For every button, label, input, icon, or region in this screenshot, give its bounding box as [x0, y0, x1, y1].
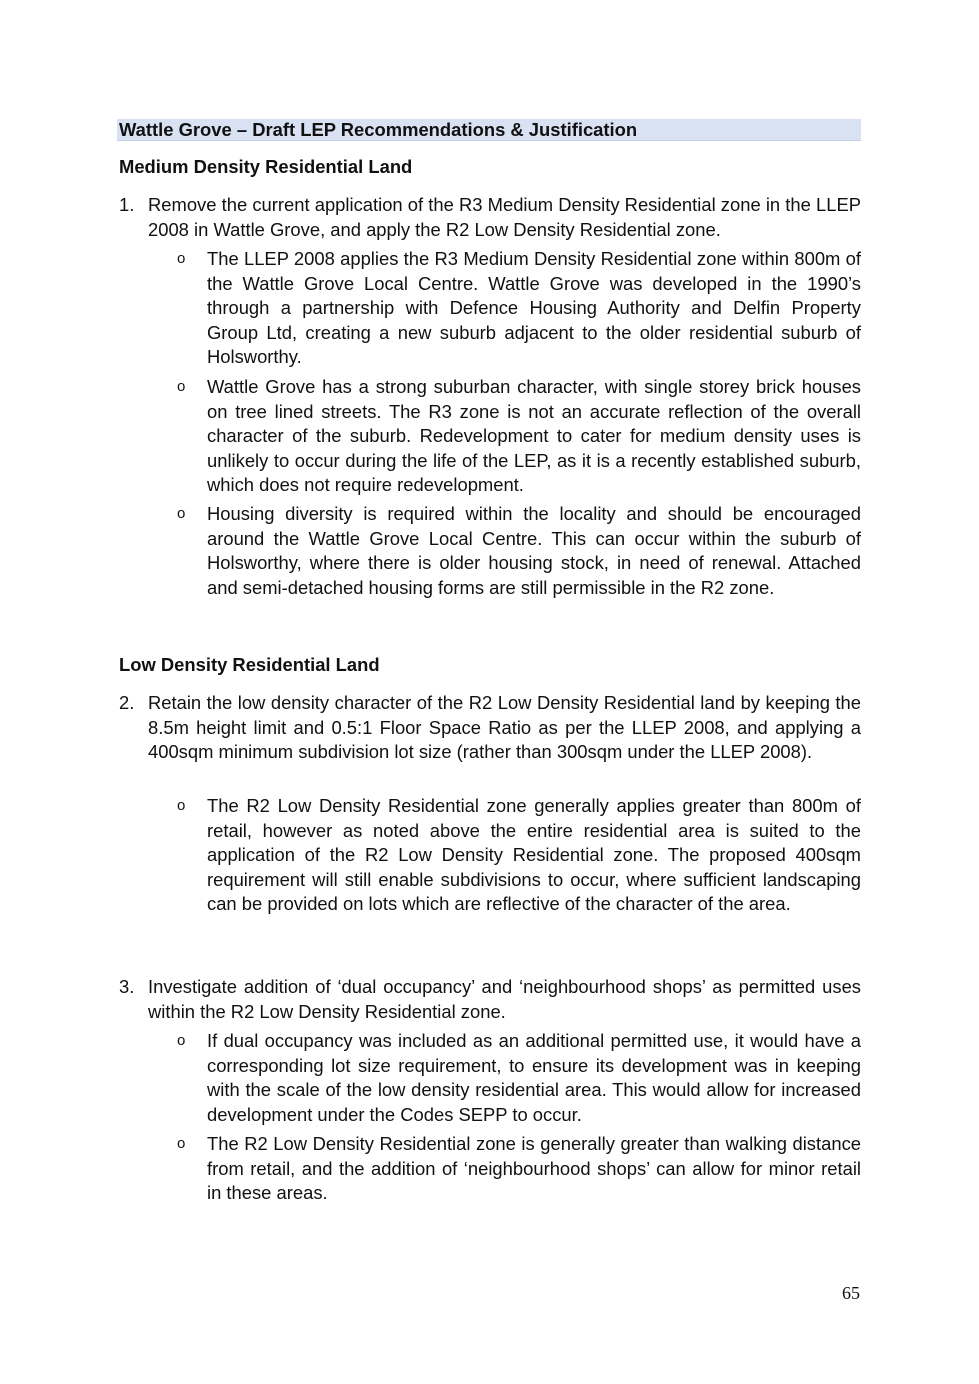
recommendation-item-3: [119, 975, 861, 1024]
bullet-text: The R2 Low Density Residential zone generally applies greater than 800m of retail, however as noted above the entire residential area is suited to the application of the R2 Low Density Residential zone. The proposed 400sqm requirement will still enable subdivisions to occur, where sufficient landscaping can be provided on lots which are reflective of the character of the area.: [207, 795, 861, 915]
bullet-marker: o: [177, 1135, 186, 1152]
page-title: Wattle Grove – Draft LEP Recommendations & Justification: [117, 119, 861, 141]
bullet-text: Housing diversity is required within the locality and should be encouraged around the Wattle Grove Local Centre. This can occur within the suburb of Holsworthy, where there is older housing stock, in need of renewal. Attached and semi-detached housing forms are still permissible in the R2 zone.: [207, 503, 861, 598]
item-number: 2.: [119, 692, 135, 713]
justification-bullet: [177, 1132, 861, 1206]
item-text: Remove the current application of the R3 Medium Density Residential zone in the LLEP 2008 in Wattle Grove, and apply the R2 Low Density Residential zone.: [148, 194, 861, 240]
justification-bullet: [177, 247, 861, 370]
item-text: Retain the low density character of the R2 Low Density Residential land by keeping the 8.5m height limit and 0.5:1 Floor Space Ratio as per the LLEP 2008, and applying a 400sqm minimum subdivision lot size (rather than 300sqm under the LLEP 2008).: [148, 692, 861, 763]
bullet-text: The R2 Low Density Residential zone is generally greater than walking distance from retail, and the addition of ‘neighbourhood shops’ can allow for minor retail in these areas.: [207, 1133, 861, 1204]
item-number: 1.: [119, 194, 135, 215]
justification-bullet: [177, 1029, 861, 1127]
item-text: Investigate addition of ‘dual occupancy’ and ‘neighbourhood shops’ as permitted uses within the R2 Low Density Residential zone.: [148, 976, 861, 1022]
justification-bullet: [177, 794, 861, 917]
recommendation-item-2: [119, 691, 861, 765]
bullet-text: If dual occupancy was included as an additional permitted use, it would have a corresponding lot size requirement, to ensure its development was in keeping with the scale of the low density residential area. This would allow for increased development under the Codes SEPP to occur.: [207, 1030, 861, 1125]
bullet-marker: o: [177, 250, 186, 267]
justification-bullet: [177, 502, 861, 600]
recommendation-item-1: [119, 193, 861, 242]
section-heading-medium-density: Medium Density Residential Land: [119, 156, 413, 177]
item-number: 3.: [119, 976, 135, 997]
bullet-text: Wattle Grove has a strong suburban character, with single storey brick houses on tree lined streets. The R3 zone is not an accurate reflection of the overall character of the suburb. Redevelopment to cater for medium density uses is unlikely to occur during the life of the LEP, as it is a recently established suburb, which does not require redevelopment.: [207, 376, 861, 496]
page-number: 65: [842, 1283, 860, 1303]
bullet-marker: o: [177, 378, 186, 395]
bullet-text: The LLEP 2008 applies the R3 Medium Density Residential zone within 800m of the Wattle Grove Local Centre. Wattle Grove was developed in the 1990’s through a partnership with Defence Housing Authority and Delfin Property Group Ltd, creating a new suburb adjacent to the older residential suburb of Holsworthy.: [207, 248, 861, 368]
bullet-marker: o: [177, 1032, 186, 1049]
bullet-marker: o: [177, 797, 186, 814]
justification-bullet: [177, 375, 861, 498]
bullet-marker: o: [177, 505, 186, 522]
section-heading-low-density: Low Density Residential Land: [119, 654, 380, 675]
